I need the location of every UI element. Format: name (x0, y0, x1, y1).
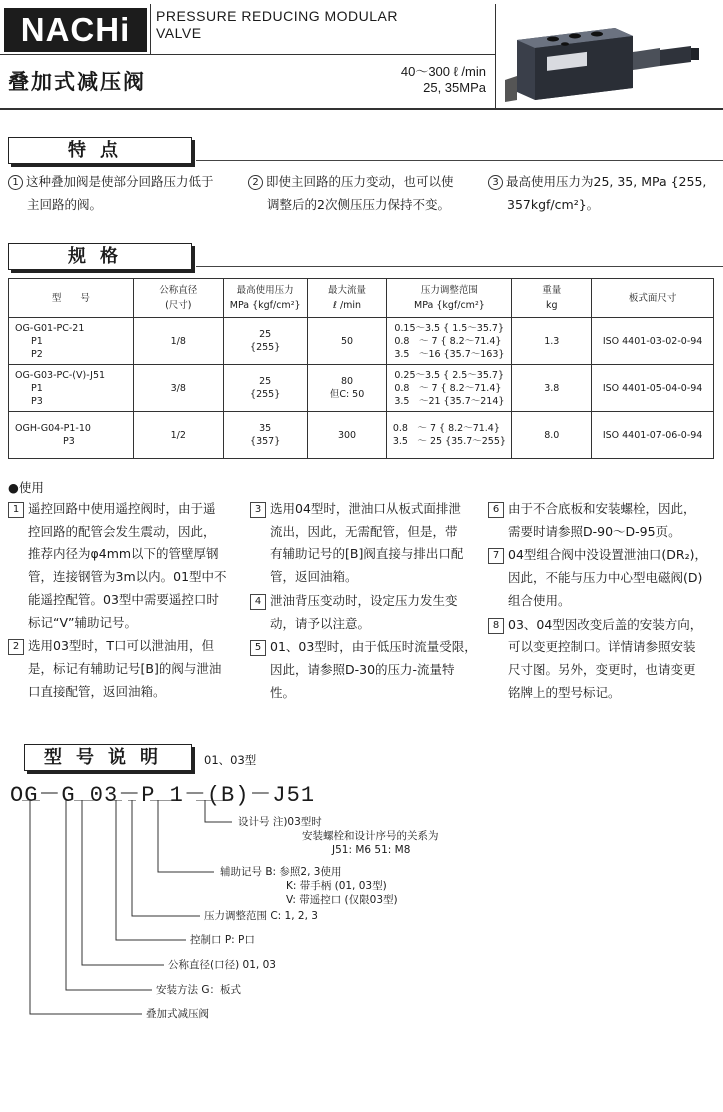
cell-text: P2 (31, 348, 43, 360)
feature-text: 这种叠加阀是使部分回路压力低于 (26, 174, 214, 189)
cell-text: 50 (341, 335, 354, 347)
usage-item-text: 需要时请参照D-90～D-95页。 (508, 523, 681, 539)
cell-text: 0.8 ～ 7 { 8.2～71.4} (394, 382, 502, 394)
table-row (9, 412, 714, 459)
cell-text: 25 (259, 329, 272, 340)
label-aux-symbol (220, 865, 398, 907)
feature-text: 最高使用压力为25, 35, MPa {255, (506, 174, 707, 189)
usage-item (488, 614, 722, 705)
title-english-line-2: VALVE (156, 25, 202, 41)
usage-item-text: 选用03型时，T口可以泄油用，但 (28, 638, 215, 654)
usage-item-number: 7 (488, 548, 504, 564)
feature-number: 2 (248, 175, 263, 190)
spec-table (8, 278, 714, 459)
features-heading-rule (196, 160, 723, 161)
cell-model (9, 365, 134, 412)
cell-text: 0.15～3.5 { 1.5～35.7} (394, 322, 504, 334)
cell-weight: 8.0 (512, 412, 592, 459)
title-english-line-1: PRESSURE REDUCING MODULAR (156, 8, 398, 24)
cell-mounting: ISO 4401-07-06-0-94 (592, 412, 714, 459)
specs-heading-rule (196, 266, 723, 267)
usage-item-text: 管，返回油箱。 (270, 569, 358, 585)
feature-number: 1 (8, 175, 23, 190)
usage-item-text: 口直接配管，返回油箱。 (28, 683, 166, 699)
table-row (9, 318, 714, 365)
table-row (9, 365, 714, 412)
model-code: OG－G 03－P 1－(B)－J51 (10, 783, 316, 808)
col-header-text: 公称直径 (159, 285, 198, 296)
usage-column-3 (488, 498, 722, 705)
usage-item-first-line (8, 635, 246, 658)
feature-text: 357kgf/cm²}。 (507, 197, 600, 212)
label-pressure-range: 压力调整范围 C: 1, 2, 3 (204, 910, 318, 922)
label-nominal-size: 公称直径(口径) 01, 03 (168, 959, 276, 971)
usage-item-text: 尺寸图。另外，变更时，也请变更 (508, 661, 696, 677)
col-header-max-flow (307, 279, 387, 318)
col-header-model: 型 号 (9, 279, 134, 318)
rating-summary (360, 64, 486, 96)
cell-text: {255} (250, 389, 281, 400)
usage-item-number: 1 (8, 502, 24, 518)
cell-text: P3 (63, 436, 75, 447)
col-header-weight (512, 279, 592, 318)
usage-item-text: 因此，请参照D-30的压力-流量特 (270, 661, 455, 677)
cell-size: 3/8 (133, 365, 223, 412)
cell-text: 35 (259, 423, 272, 434)
cell-weight: 3.8 (512, 365, 592, 412)
usage-item-text: 遥控回路中使用遥控阀时，由于遥 (28, 501, 216, 516)
cell-mounting: ISO 4401-05-04-0-94 (592, 365, 714, 412)
usage-item-number: 5 (250, 640, 266, 656)
cell-max-flow (307, 365, 387, 412)
usage-item (8, 498, 246, 634)
cell-text: {255} (250, 342, 281, 353)
usage-item (488, 498, 722, 543)
usage-item-text: 有辅助记号的[B]阀直接与排出口配 (270, 546, 464, 562)
feature-item-3 (488, 170, 720, 216)
col-header-text: kg (545, 300, 558, 311)
usage-item-text: 标记“V”辅助记号。 (28, 614, 138, 630)
usage-item-text: 动，请予以注意。 (270, 615, 371, 631)
header-divider-2 (495, 4, 496, 108)
cell-text: 0.8 ～ 7 { 8.2～71.4} (392, 423, 500, 434)
cell-text: P3 (31, 395, 43, 407)
usage-item (250, 498, 486, 589)
cell-max-flow: 300 (307, 412, 387, 459)
title-english (156, 8, 456, 42)
label-mounting-method: 安装方法 G：板式 (156, 984, 241, 996)
cell-pressure-range (387, 412, 512, 459)
header-divider (150, 4, 151, 54)
usage-column-2 (250, 498, 486, 705)
feature-text: 主回路的阀。 (27, 197, 103, 212)
cell-text: OG-G01-PC-21 (15, 322, 85, 334)
cell-text: 25 (259, 376, 272, 387)
col-header-text: 最大流量 (328, 285, 367, 296)
usage-item-first-line (488, 544, 722, 567)
cell-size: 1/8 (133, 318, 223, 365)
usage-item-first-line (250, 636, 486, 659)
pressure-rating: 25, 35MPa (423, 80, 486, 95)
feature-item-2 (248, 170, 486, 216)
label-text: 安装螺栓和设计序号的关系为 (302, 830, 439, 842)
cell-text: 80 (341, 376, 354, 387)
header-rule (0, 54, 495, 55)
cell-pressure-range (387, 365, 512, 412)
cell-max-flow (307, 318, 387, 365)
title-chinese: 叠加式减压阀 (8, 70, 146, 94)
label-text: 辅助记号 B: 参照2, 3使用 (220, 866, 342, 878)
usage-item (250, 590, 486, 635)
specs-heading: 规格 (8, 243, 192, 270)
usage-item-text: 可以变更控制口。详情请参照安装 (508, 639, 696, 655)
cell-mounting: ISO 4401-03-02-0-94 (592, 318, 714, 365)
label-control-port: 控制口 P: P口 (190, 934, 255, 946)
usage-item (8, 635, 246, 703)
usage-item-number: 2 (8, 639, 24, 655)
col-header-text: 压力调整范围 (420, 285, 478, 296)
table-header-row (9, 279, 714, 318)
cell-max-pressure (223, 318, 307, 365)
usage-item-text: 铭牌上的型号标记。 (508, 684, 621, 700)
usage-item-text: 选用04型时，泄油口从板式面排泄 (270, 501, 461, 516)
features-heading: 特点 (8, 137, 192, 164)
usage-item-first-line (8, 498, 246, 521)
cell-text: P1 (31, 382, 43, 394)
cell-max-pressure (223, 365, 307, 412)
col-header-text: 最高使用压力 (236, 285, 294, 296)
cell-text: {357} (250, 436, 281, 447)
cell-text: 3.5 ～ 25 {35.7～255} (392, 436, 506, 447)
col-header-pressure-range (387, 279, 512, 318)
usage-column-1 (8, 498, 246, 704)
cell-text: OG-G03-PC-(V)-J51 (15, 369, 106, 381)
cell-weight: 1.3 (512, 318, 592, 365)
usage-item-text: 组合使用。 (508, 592, 571, 608)
model-heading: 型号说明 (24, 744, 192, 771)
label-valve-type: 叠加式减压阀 (146, 1008, 209, 1020)
usage-item-text: 由于不合底板和安装螺栓，因此， (508, 501, 696, 516)
col-header-text: MPa {kgf/cm²} (229, 300, 301, 311)
cell-text: 3.5 ～21 {35.7～214} (394, 395, 505, 407)
cell-text: 但C: 50 (329, 389, 365, 400)
usage-item-text: 泄油背压变动时，设定压力发生变 (270, 592, 458, 608)
usage-item-first-line (488, 614, 722, 637)
usage-item-text: 03、04型因改变后盖的安装方向， (508, 616, 703, 632)
usage-item-text: 是，标记有辅助记号[B]的阀与泄油 (28, 660, 222, 676)
usage-item-text: 控回路的配管会发生震动，因此， (28, 523, 216, 539)
usage-item-text: 因此，不能与压力中心型电磁阀(D) (508, 570, 703, 586)
usage-item (250, 636, 486, 704)
col-header-text: (尺寸) (165, 300, 192, 311)
col-header-max-pressure (223, 279, 307, 318)
cell-model (9, 412, 134, 459)
usage-item-number: 4 (250, 594, 266, 610)
nachi-logo: NACHi (4, 8, 147, 52)
header-bottom-rule (0, 108, 723, 110)
valve-product-image (505, 10, 715, 102)
feature-number: 3 (488, 175, 503, 190)
label-design-number (238, 815, 439, 857)
usage-item-number: 8 (488, 618, 504, 634)
usage-item-first-line (250, 590, 486, 613)
flow-rating: 40～300 ℓ /min (400, 64, 486, 79)
usage-item-text: 04型组合阀中没设置泄油口(DR₂)， (508, 547, 707, 563)
label-text: K: 带手柄 (01, 03型) (286, 880, 387, 892)
cell-text: OGH-G04-P1-10 (15, 423, 91, 434)
label-text: J51: M6 51: M8 (332, 844, 411, 856)
usage-item-number: 6 (488, 502, 504, 518)
col-header-text: ℓ /min (333, 300, 362, 311)
usage-item-text: 01、03型时，由于低压时流量受限， (270, 639, 477, 655)
usage-item-text: 能遥控配管。03型中需要遥控口时 (28, 591, 219, 607)
cell-size: 1/2 (133, 412, 223, 459)
col-header-text: MPa {kgf/cm²} (414, 300, 485, 311)
usage-item-text: 流出，因此，无需配管，但是，带 (270, 523, 458, 539)
usage-item-first-line (488, 498, 722, 521)
cell-text: P1 (31, 335, 43, 347)
feature-item-1 (8, 170, 246, 216)
feature-text: 调整后的2次侧压压力保持不变。 (267, 197, 450, 212)
col-header-size (133, 279, 223, 318)
usage-item-text: 性。 (270, 684, 296, 700)
usage-item-number: 3 (250, 502, 266, 518)
cell-text: 3.5 ～16 {35.7～163} (394, 348, 505, 360)
usage-item (488, 544, 722, 612)
usage-item-text: 推荐内径为φ4mm以下的管壁厚钢 (28, 546, 219, 562)
label-text: V: 带遥控口 (仅限03型) (286, 894, 398, 906)
feature-text: 即使主回路的压力变动，也可以使 (266, 174, 454, 189)
cell-text: 0.25～3.5 { 2.5～35.7} (394, 369, 504, 381)
usage-item-text: 管，连接钢管为3m以内。01型中不 (28, 569, 227, 585)
cell-pressure-range (387, 318, 512, 365)
cell-model (9, 318, 134, 365)
model-applies: 01、03型 (204, 753, 257, 767)
label-text: 设计号 注)03型时 (238, 816, 322, 828)
cell-max-pressure (223, 412, 307, 459)
cell-text: 0.8 ～ 7 { 8.2～71.4} (394, 335, 502, 347)
col-header-mounting: 板式面尺寸 (592, 279, 714, 318)
col-header-text: 重量 (542, 285, 562, 296)
usage-item-first-line (250, 498, 486, 521)
usage-heading: ●使用 (8, 480, 44, 495)
